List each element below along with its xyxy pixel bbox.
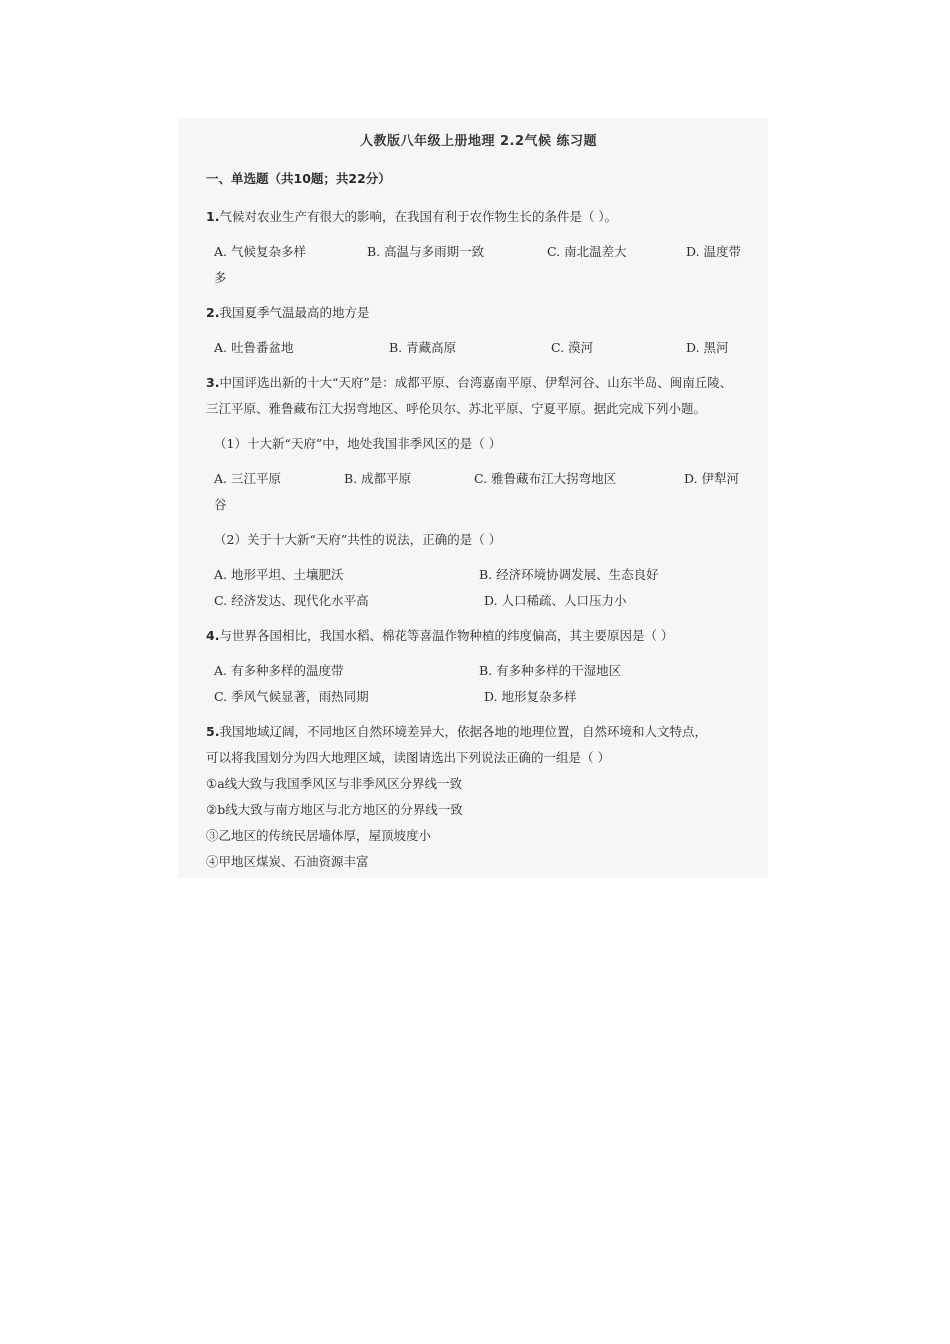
sub-question-2-options-row-2 xyxy=(214,588,751,614)
question-3-line-2: 三江平原、雅鲁藏布江大拐弯地区、呼伦贝尔、苏北平原、宁夏平原。据此完成下列小题。 xyxy=(206,401,707,416)
option-d: D. 温度带 xyxy=(686,244,742,259)
option-c: C. 漠河 xyxy=(551,340,594,355)
option-d: D. 人口稀疏、人口压力小 xyxy=(484,593,627,608)
document-title: 人教版八年级上册地理 2.2气候 练习题 xyxy=(359,134,598,149)
option-c: C. 季风气候显著，雨热同期 xyxy=(214,689,369,704)
option-b: B. 经济环境协调发展、生态良好 xyxy=(479,567,659,582)
option-b: B. 高温与多雨期一致 xyxy=(367,244,485,259)
question-number: 2. xyxy=(206,305,220,320)
question-number: 3. xyxy=(206,375,220,390)
question-4 xyxy=(206,623,751,649)
statement-2: ②b线大致与南方地区与北方地区的分界线一致 xyxy=(206,802,463,817)
option-d-wrap: 谷 xyxy=(214,497,227,512)
option-d: D. 黑河 xyxy=(686,340,729,355)
option-a: A. 吐鲁番盆地 xyxy=(214,340,294,355)
option-d-wrap: 多 xyxy=(214,270,227,285)
sub-question-2-options-row-1 xyxy=(214,562,751,588)
statement-3: ③乙地区的传统民居墙体厚，屋顶坡度小 xyxy=(206,828,432,843)
sub-question-2: （2）关于十大新“天府”共性的说法，正确的是（ ） xyxy=(214,532,502,547)
question-2-options xyxy=(214,335,751,361)
option-a: A. 有多种多样的温度带 xyxy=(214,663,344,678)
question-1-options xyxy=(214,239,751,265)
question-3 xyxy=(206,370,751,396)
option-c: C. 雅鲁藏布江大拐弯地区 xyxy=(474,471,617,486)
sub-question-1-options xyxy=(214,466,751,492)
question-4-options-row-1 xyxy=(214,658,751,684)
question-2 xyxy=(206,300,751,326)
option-a: A. 气候复杂多样 xyxy=(214,244,306,259)
option-a: A. 三江平原 xyxy=(214,471,281,486)
option-c: C. 南北温差大 xyxy=(547,244,627,259)
statement-4: ④甲地区煤炭、石油资源丰富 xyxy=(206,854,369,869)
question-text-line-1: 我国地域辽阔，不同地区自然环境差异大，依据各地的地理位置，自然环境和人文特点， xyxy=(219,724,707,739)
option-d: D. 地形复杂多样 xyxy=(484,689,577,704)
question-text-line-1: 中国评选出新的十大“天府”是：成都平原、台湾嘉南平原、伊犁河谷、山东半岛、闽南丘陵、 xyxy=(219,375,733,390)
question-1 xyxy=(206,204,751,230)
question-text: 与世界各国相比，我国水稻、棉花等喜温作物种植的纬度偏高，其主要原因是（ ） xyxy=(219,628,674,643)
question-5-line-2: 可以将我国划分为四大地理区域，读图请选出下列说法正确的一组是（ ） xyxy=(206,750,610,765)
question-number: 4. xyxy=(206,628,220,643)
question-number: 1. xyxy=(206,209,220,224)
question-4-options-row-2 xyxy=(214,684,751,710)
option-b: B. 青藏高原 xyxy=(389,340,457,355)
section-heading: 一、单选题（共10题；共22分） xyxy=(206,171,391,186)
question-text: 气候对农业生产有很大的影响，在我国有利于农作物生长的条件是（ ）。 xyxy=(219,209,618,224)
worksheet-content xyxy=(206,130,751,875)
question-text: 我国夏季气温最高的地方是 xyxy=(219,305,370,320)
sub-question-1: （1）十大新“天府”中，地处我国非季风区的是（ ） xyxy=(214,436,502,451)
option-a: A. 地形平坦、土壤肥沃 xyxy=(214,567,344,582)
statement-1: ①a线大致与我国季风区与非季风区分界线一致 xyxy=(206,776,463,791)
question-number: 5. xyxy=(206,724,220,739)
option-c: C. 经济发达、现代化水平高 xyxy=(214,593,369,608)
question-5 xyxy=(206,719,751,745)
option-b: B. 有多种多样的干湿地区 xyxy=(479,663,622,678)
option-d: D. 伊犁河 xyxy=(684,471,740,486)
option-b: B. 成都平原 xyxy=(344,471,412,486)
